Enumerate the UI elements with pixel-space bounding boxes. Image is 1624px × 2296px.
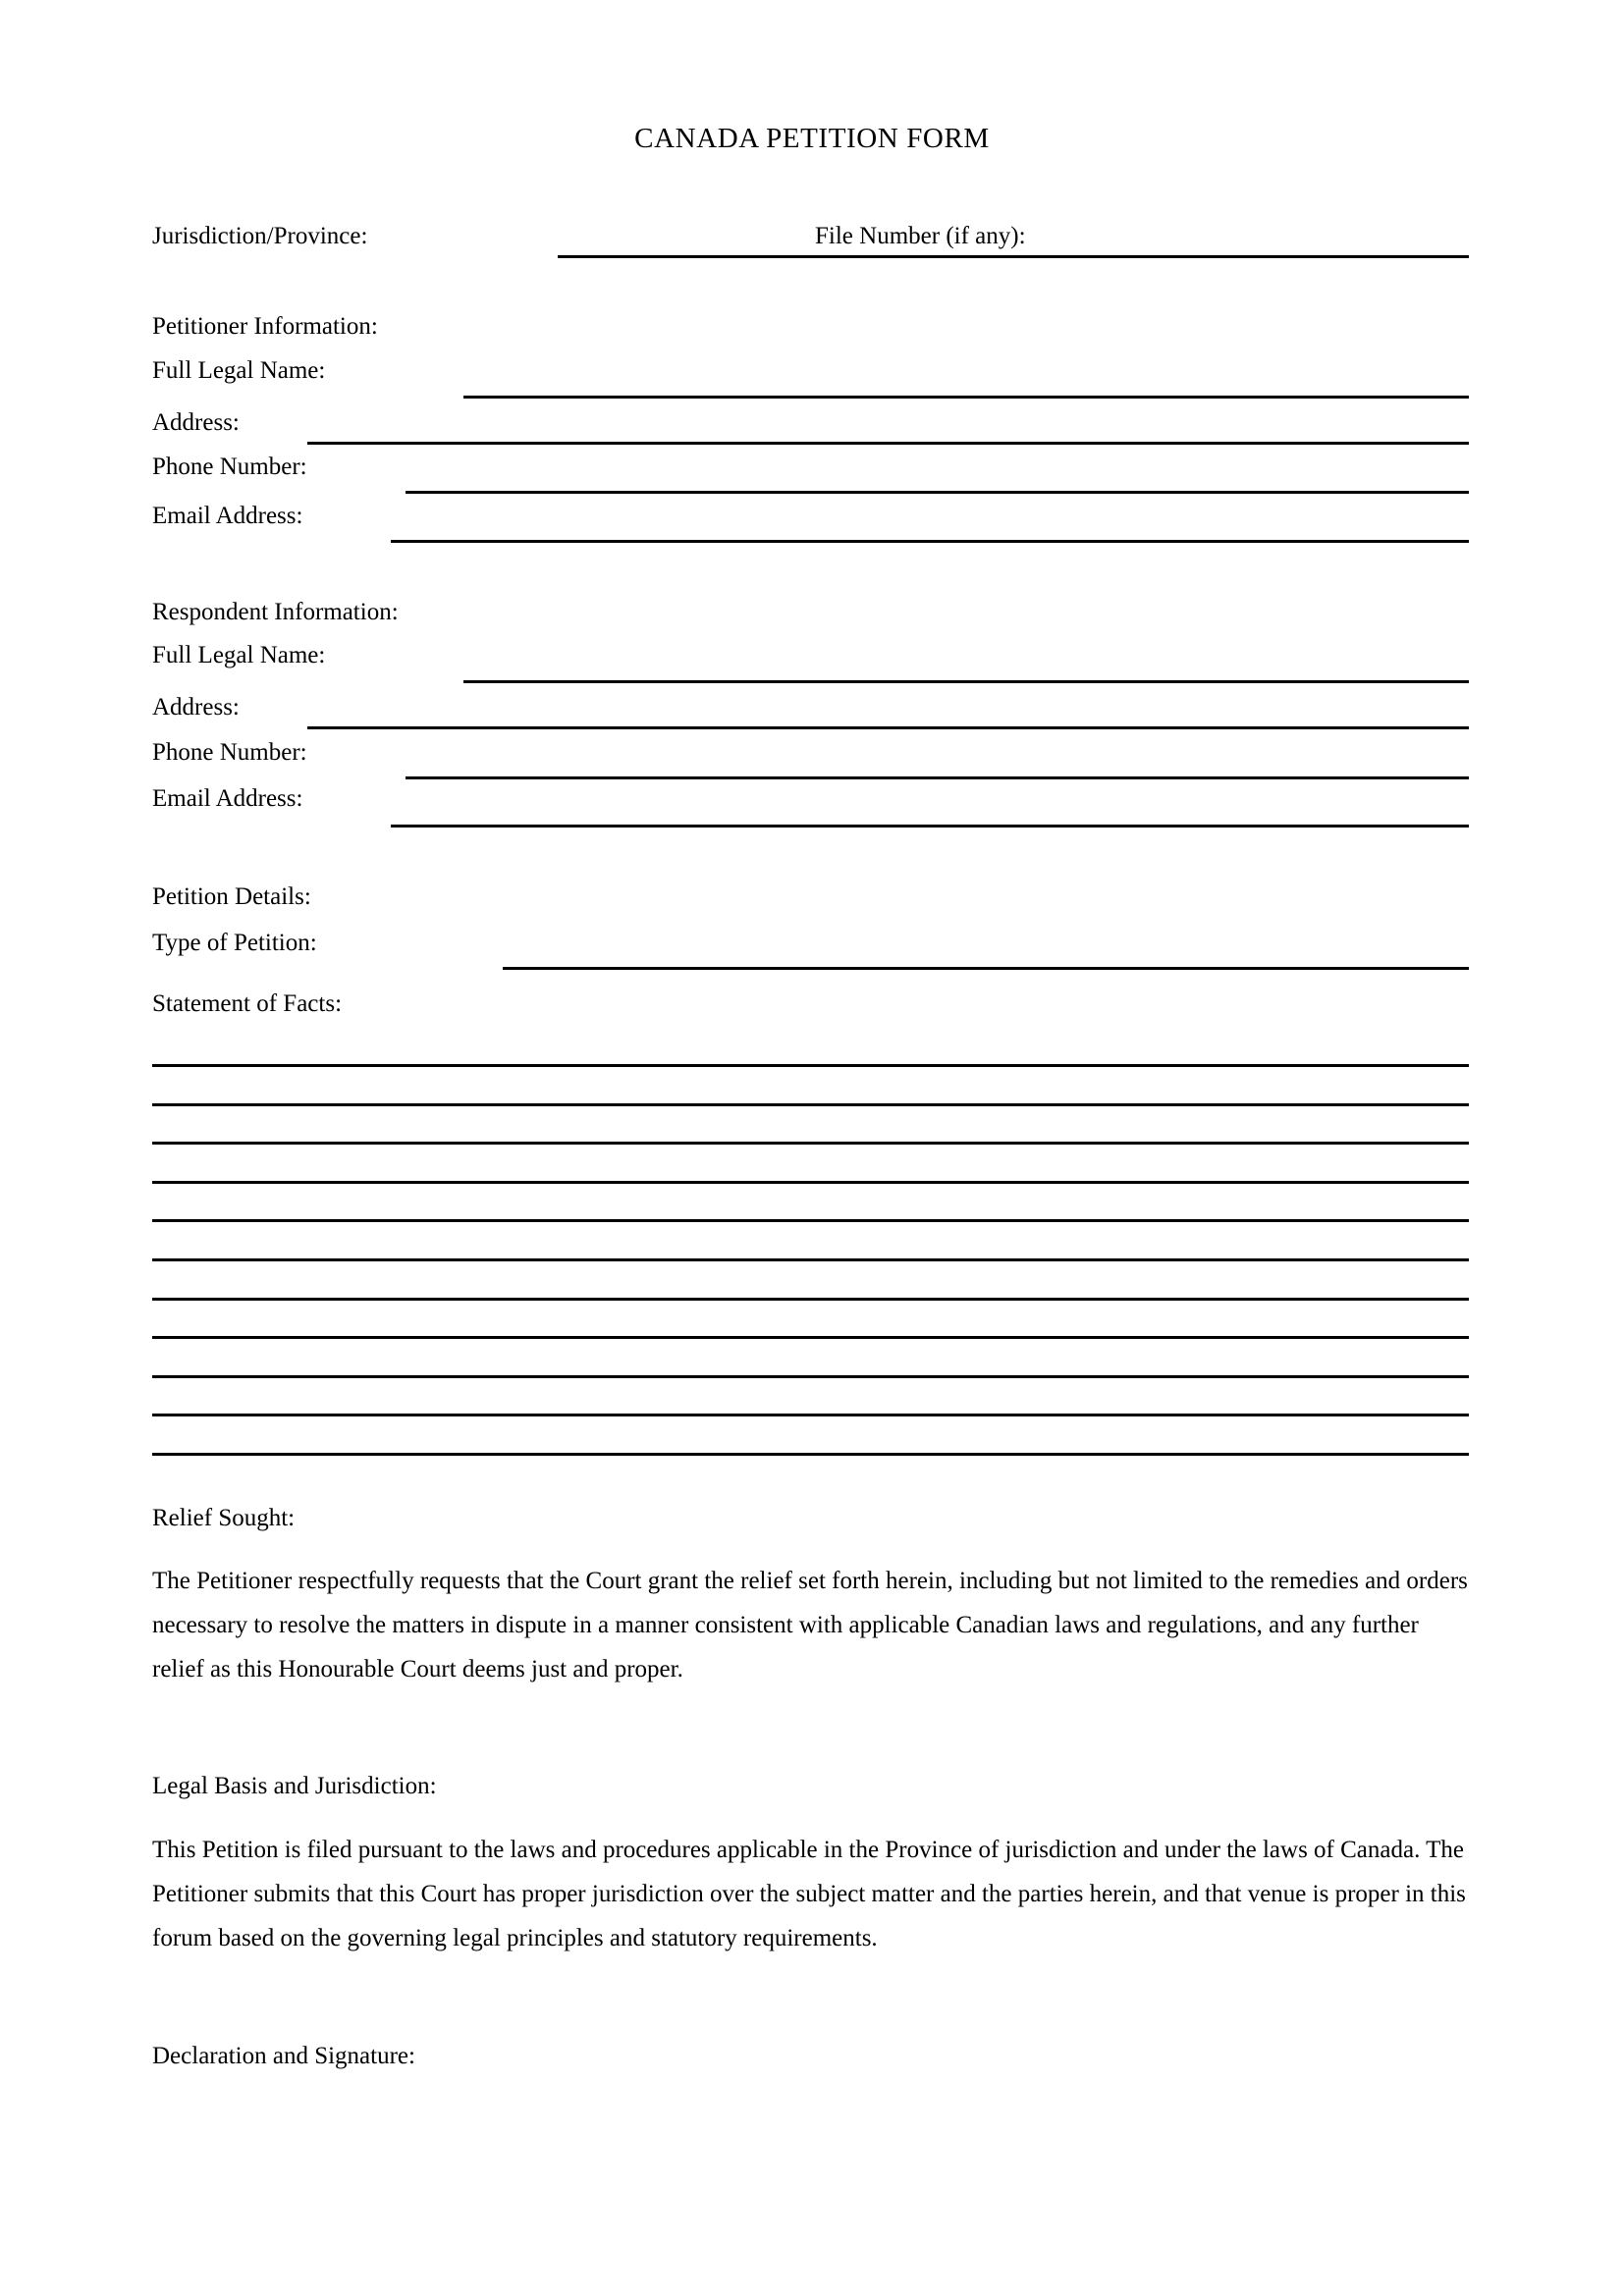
petitioner-full-legal-name-input-rule[interactable] <box>463 396 1469 399</box>
legal-basis-section-heading: Legal Basis and Jurisdiction: <box>152 1773 437 1799</box>
petitioner-phone-number-input-rule[interactable] <box>406 491 1469 494</box>
petitioner-full-legal-name-label: Full Legal Name: <box>152 357 326 384</box>
statement-of-facts-line[interactable] <box>152 1336 1469 1339</box>
statement-of-facts-line[interactable] <box>152 1414 1469 1416</box>
statement-of-facts-line[interactable] <box>152 1219 1469 1222</box>
petitioner-address-input-rule[interactable] <box>307 442 1469 445</box>
relief-sought-body: The Petitioner respectfully requests that the Court grant the relief set forth herein, including but not limited to the remedies and orders necessary to resolve the matters in dispute in a manner consistent with applicable Canadian laws and regulations, and any further relief as this Honourable Court deems just and proper. <box>152 1568 1468 1682</box>
petitioner-email-address-label: Email Address: <box>152 503 303 529</box>
statement-of-facts-line[interactable] <box>152 1375 1469 1378</box>
respondent-phone-number-input-rule[interactable] <box>406 776 1469 779</box>
file-number-label: File Number (if any): <box>815 223 1026 249</box>
respondent-email-address-input-rule[interactable] <box>391 825 1469 828</box>
page-title: CANADA PETITION FORM <box>634 123 990 154</box>
file-number-input-rule[interactable] <box>558 255 1469 258</box>
legal-basis-body: This Petition is filed pursuant to the laws and procedures applicable in the Province of jurisdiction and under the laws of Canada. The Petitioner submits that this Court has proper jurisdiction over the subject matter and the parties herein, and that venue is proper in this forum based on the governing legal principles and statutory requirements. <box>152 1837 1466 1951</box>
statement-of-facts-line[interactable] <box>152 1142 1469 1145</box>
petitioner-email-address-input-rule[interactable] <box>391 540 1469 543</box>
statement-of-facts-line[interactable] <box>152 1298 1469 1301</box>
respondent-address-label: Address: <box>152 694 240 721</box>
petitioner-section-heading: Petitioner Information: <box>152 313 378 340</box>
relief-sought-section-heading: Relief Sought: <box>152 1505 296 1531</box>
statement-of-facts-line[interactable] <box>152 1181 1469 1184</box>
respondent-full-legal-name-input-rule[interactable] <box>463 680 1469 683</box>
respondent-email-address-label: Email Address: <box>152 785 303 812</box>
petition-details-section-heading: Petition Details: <box>152 883 311 910</box>
jurisdiction-label: Jurisdiction/Province: <box>152 223 368 249</box>
statement-of-facts-line[interactable] <box>152 1064 1469 1067</box>
petitioner-phone-number-label: Phone Number: <box>152 454 307 480</box>
statement-of-facts-line[interactable] <box>152 1453 1469 1456</box>
statement-of-facts-line[interactable] <box>152 1258 1469 1261</box>
petitioner-address-label: Address: <box>152 409 240 436</box>
declaration-section-heading: Declaration and Signature: <box>152 2043 415 2069</box>
statement-of-facts-label: Statement of Facts: <box>152 990 343 1017</box>
respondent-section-heading: Respondent Information: <box>152 599 399 625</box>
respondent-phone-number-label: Phone Number: <box>152 739 307 766</box>
respondent-full-legal-name-label: Full Legal Name: <box>152 642 326 668</box>
type-of-petition-input-rule[interactable] <box>503 967 1469 970</box>
respondent-address-input-rule[interactable] <box>307 726 1469 729</box>
type-of-petition-label: Type of Petition: <box>152 930 317 956</box>
statement-of-facts-line[interactable] <box>152 1103 1469 1106</box>
